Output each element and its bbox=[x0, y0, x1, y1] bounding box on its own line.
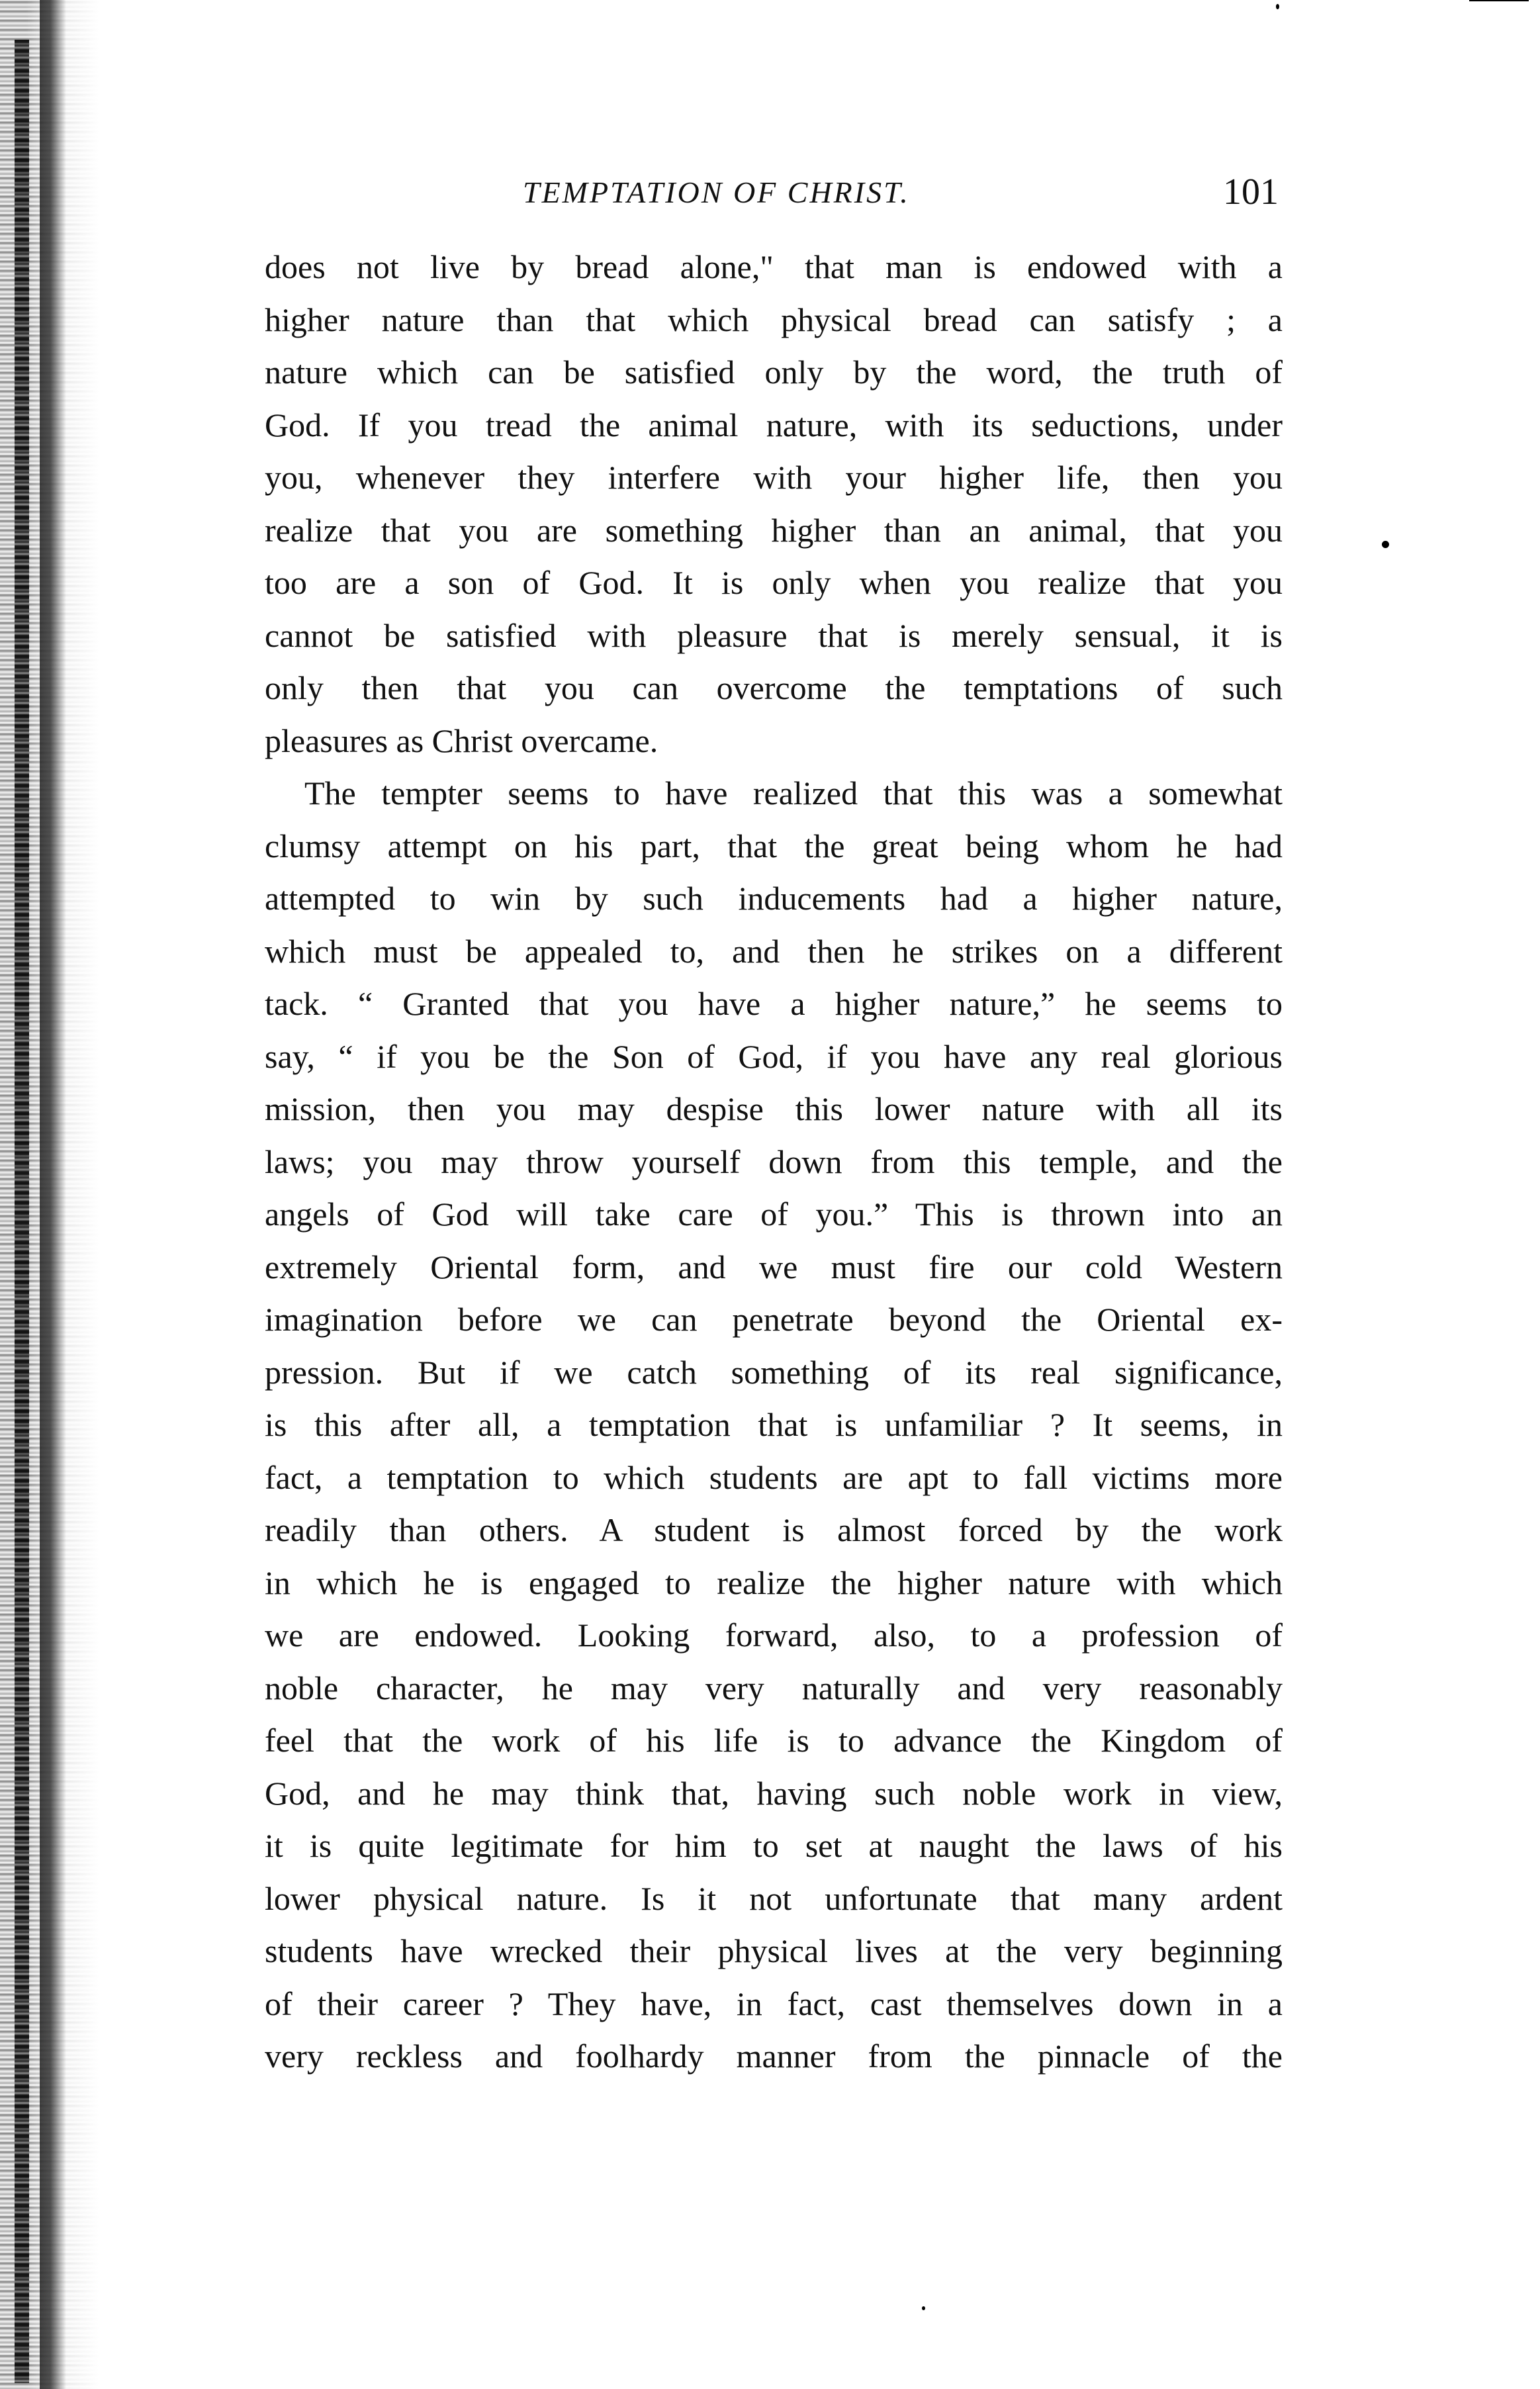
text-line: you, whenever they interfere with your higher life, then you bbox=[265, 459, 1283, 496]
text-line: clumsy attempt on his part, that the great being whom he had bbox=[265, 827, 1283, 865]
scan-speck bbox=[922, 2306, 925, 2310]
scan-speck bbox=[1469, 0, 1529, 1]
text-line: students have wrecked their physical lives at the very beginning bbox=[265, 1932, 1283, 1969]
paragraph-end-line: pleasures as Christ overcame. bbox=[265, 722, 658, 759]
binding-strip bbox=[15, 40, 29, 2383]
text-line: readily than others. A student is almost forced by the work bbox=[265, 1511, 1283, 1548]
scan-speck bbox=[1382, 541, 1389, 548]
text-line: does not live by bread alone," that man is endowed with a bbox=[265, 248, 1283, 285]
text-line: tack. “ Granted that you have a higher nature,” he seems to bbox=[265, 985, 1283, 1022]
text-line: mission, then you may despise this lower nature with all its bbox=[265, 1090, 1283, 1127]
text-line: realize that you are something higher than an animal, that you bbox=[265, 511, 1283, 549]
text-line: we are endowed. Looking forward, also, to a profession of bbox=[265, 1616, 1283, 1654]
text-line: angels of God will take care of you.” This is thrown into an bbox=[265, 1195, 1283, 1233]
text-line: very reckless and foolhardy manner from the pinnacle of the bbox=[265, 2038, 1283, 2075]
text-line: extremely Oriental form, and we must fire our cold Western bbox=[265, 1248, 1283, 1286]
page-number: 101 bbox=[1223, 171, 1279, 212]
text-line: of their career ? They have, in fact, cast themselves down in a bbox=[265, 1985, 1283, 2022]
text-line: which must be appealed to, and then he strikes on a different bbox=[265, 932, 1283, 970]
text-line: noble character, he may very naturally and very reasonably bbox=[265, 1669, 1283, 1707]
text-line: is this after all, a temptation that is unfamiliar ? It seems, in bbox=[265, 1406, 1283, 1443]
text-line: attempted to win by such inducements had a higher nature, bbox=[265, 880, 1283, 917]
text-line: pression. But if we catch something of its real significance, bbox=[265, 1353, 1283, 1391]
text-line: in which he is engaged to realize the higher nature with which bbox=[265, 1564, 1283, 1601]
text-line: feel that the work of his life is to advance the Kingdom of bbox=[265, 1722, 1283, 1759]
page-header bbox=[0, 171, 1540, 224]
paragraph-start-line: The tempter seems to have realized that this was a somewhat bbox=[304, 774, 1283, 812]
text-line: cannot be satisfied with pleasure that is merely sensual, it is bbox=[265, 616, 1283, 654]
binding-edge bbox=[40, 0, 66, 2389]
text-line: imagination before we can penetrate beyond the Oriental ex- bbox=[265, 1301, 1283, 1338]
body-text bbox=[265, 241, 1283, 2083]
text-line: too are a son of God. It is only when you realize that you bbox=[265, 564, 1283, 601]
text-line: God. If you tread the animal nature, with its seductions, under bbox=[265, 406, 1283, 444]
text-line: higher nature than that which physical bread can satisfy ; a bbox=[265, 301, 1283, 338]
running-title: TEMPTATION OF CHRIST. bbox=[523, 175, 910, 209]
text-line: say, “ if you be the Son of God, if you have any real glorious bbox=[265, 1037, 1283, 1075]
text-line: fact, a temptation to which students are apt to fall victims more bbox=[265, 1458, 1283, 1496]
text-line: God, and he may think that, having such noble work in view, bbox=[265, 1774, 1283, 1812]
text-line: laws; you may throw yourself down from this temple, and the bbox=[265, 1143, 1283, 1180]
scan-speck bbox=[1276, 4, 1279, 9]
text-line: it is quite legitimate for him to set at naught the laws of his bbox=[265, 1827, 1283, 1864]
text-line: lower physical nature. Is it not unfortunate that many ardent bbox=[265, 1879, 1283, 1917]
text-line: only then that you can overcome the temptations of such bbox=[265, 669, 1283, 706]
text-line: nature which can be satisfied only by the word, the truth of bbox=[265, 353, 1283, 391]
